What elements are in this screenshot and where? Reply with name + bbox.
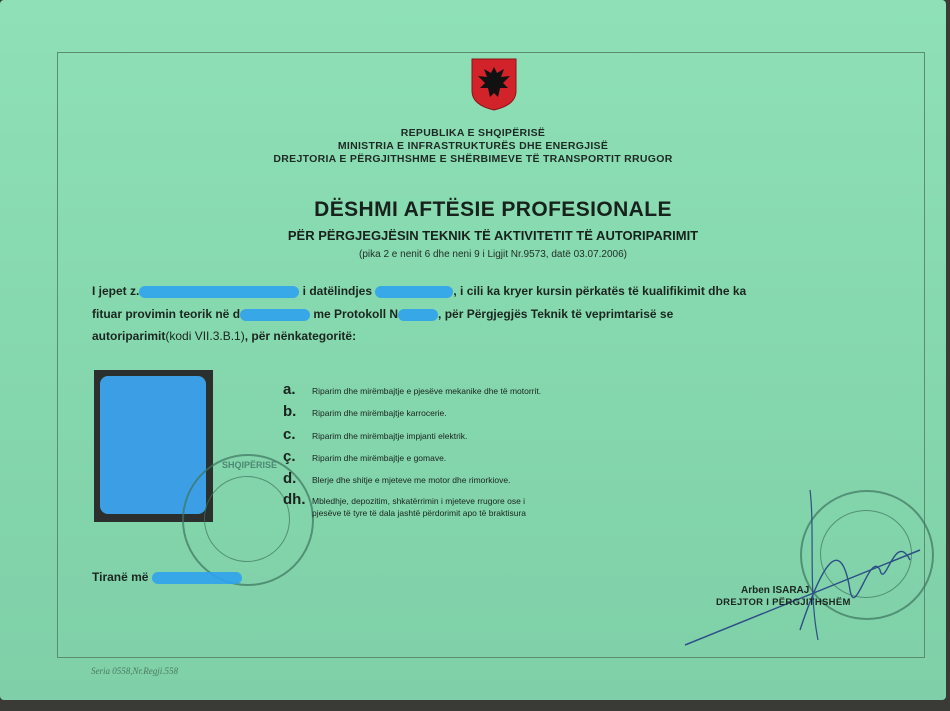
place-and-date: Tiranë më [92,570,242,584]
header-directorate: DREJTORIA E PËRGJITHSHME E SHËRBIMEVE TË TRANSPORTIT RRUGOR [273,153,673,165]
redacted-name [139,286,299,298]
signatory-role: DREJTOR I PËRGJITHSHËM [716,597,851,608]
albanian-coat-of-arms-icon [470,57,518,111]
signature-icon [680,470,930,650]
body-line-1: I jepet z. i datëlindjes , i cili ka kryer kursin përkatës të kualifikimit dhe ka [92,284,747,298]
category-dh-continued: pjesëve të tyre të dala jashtë përdorimit apo të braktisura [312,508,527,518]
category-c: c. Riparim dhe mirëmbajtje impjanti elektrik. [283,426,468,443]
redacted-issue-date [152,572,242,584]
redacted-birthdate [375,286,453,298]
category-b: b. Riparim dhe mirëmbajtje karrocerie. [283,403,447,420]
certificate-subtitle: PËR PËRGJEGJËSIN TEKNIK TË AKTIVITETIT TË AUTORIPARIMIT [287,228,699,243]
category-d: d. Blerje dhe shitje e mjeteve me motor dhe rimorkiove. [283,470,511,487]
certificate-title: DËSHMI AFTËSIE PROFESIONALE [314,198,672,221]
official-stamp-left: SHQIPËRISË [182,454,314,586]
category-c-cedilla: ç. Riparim dhe mirëmbajtje e gomave. [283,448,447,465]
header-republic: REPUBLIKA E SHQIPËRISË [400,127,546,139]
body-line-3: autoriparimit(kodi VII.3.B.1), për nënkategoritë: [92,329,357,343]
header-ministry: MINISTRIA E INFRASTRUKTURËS DHE ENERGJISË [337,140,609,152]
category-a: a. Riparim dhe mirëmbajtje e pjesëve mekanike dhe të motorrit. [283,381,542,398]
legal-reference: (pika 2 e nenit 6 dhe neni 9 i Ligjit Nr.9573, datë 03.07.2006) [359,249,627,260]
body-line-2: fituar provimin teorik në d me Protokoll N , për Përgjegjës Teknik të veprimtarisë se [92,307,674,321]
redacted-protocol-number [398,309,438,321]
serial-number: Seria 0558,Nr.Regji.558 [91,666,178,676]
redacted-exam-date [240,309,310,321]
category-dh: dh. Mbledhje, depozitim, shkatërrimin i mjeteve rrugore ose i [283,491,526,508]
signatory-name: Arben ISARAJ [741,585,810,596]
